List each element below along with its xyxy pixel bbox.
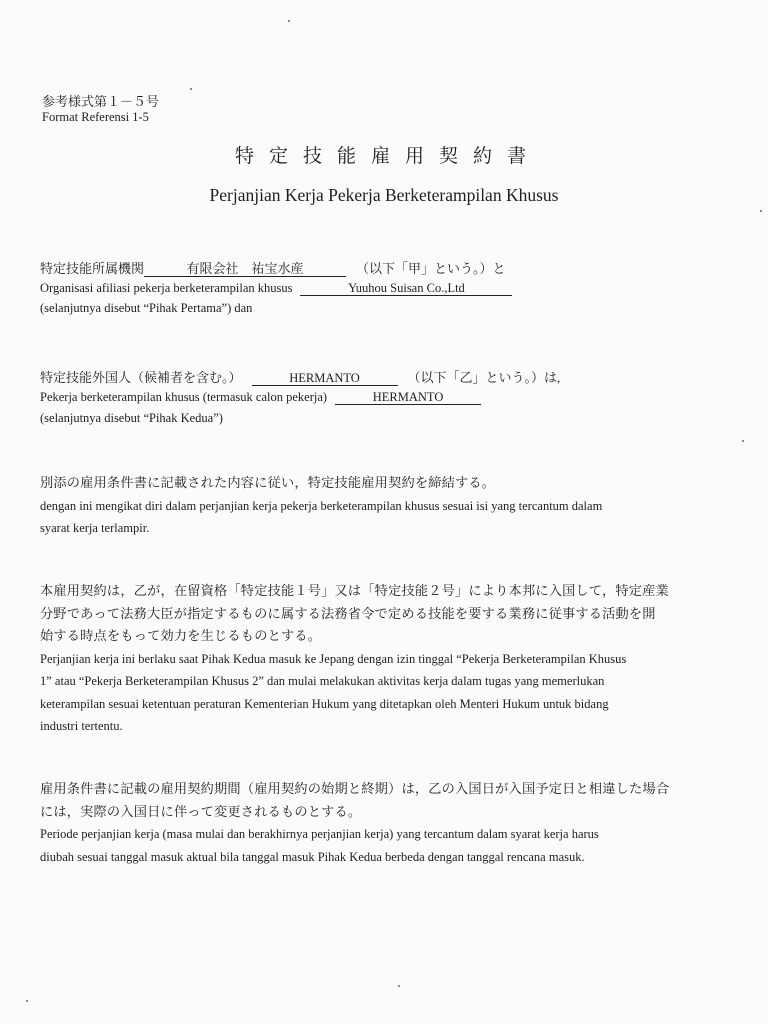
clause-2-jp-line: 始する時点をもって効力を生じるものとする。 bbox=[40, 628, 322, 643]
clause-1-id-line: syarat kerja terlampir. bbox=[40, 521, 150, 535]
format-reference-id: Format Referensi 1-5 bbox=[42, 110, 149, 124]
scan-speck bbox=[398, 985, 400, 987]
second-party-note-id: (selanjutnya disebut “Pihak Kedua”) bbox=[40, 411, 223, 425]
clause-1 bbox=[40, 472, 690, 540]
clause-2-id-line: Perjanjian kerja ini berlaku saat Pihak Kedua masuk ke Jepang dengan izin tinggal “Pekerja Berketerampilan Khusus bbox=[40, 651, 627, 666]
document-title-id: Perjanjian Kerja Pekerja Berketerampilan Khusus bbox=[209, 185, 559, 205]
first-party-label-id: Organisasi afiliasi pekerja berketerampilan khusus bbox=[40, 281, 293, 295]
clause-3-id-line: diubah sesuai tanggal masuk aktual bila tanggal masuk Pihak Kedua berbeda dengan tanggal rencana masuk. bbox=[40, 849, 585, 864]
scan-speck bbox=[760, 210, 762, 212]
second-party-suffix-jp: （以下「乙」という。）は, bbox=[407, 370, 561, 385]
clause-3-jp-line: 雇用条件書に記載の雇用契約期間（雇用契約の始期と終期）は，乙の入国日が入国予定日と相違した場合 bbox=[40, 781, 670, 796]
second-party-line-jp bbox=[40, 367, 560, 386]
first-party-suffix-jp: （以下「甲」という。）と bbox=[356, 261, 506, 276]
first-party-line-jp bbox=[40, 258, 506, 277]
first-party-name-id: Yuuhou Suisan Co.,Ltd bbox=[300, 281, 512, 296]
clause-3 bbox=[40, 778, 690, 868]
clause-2-jp-line: 本雇用契約は，乙が，在留資格「特定技能１号」又は「特定技能２号」により本邦に入国して，特定産業 bbox=[40, 583, 669, 598]
scan-speck bbox=[190, 88, 192, 90]
second-party-label-id: Pekerja berketerampilan khusus (termasuk calon pekerja) bbox=[40, 390, 328, 404]
clause-2-id-line: 1” atau “Pekerja Berketerampilan Khusus 2” dan mulai melakukan aktivitas kerja dalam tugas yang memerlukan bbox=[40, 674, 605, 688]
first-party-label-jp: 特定技能所属機関 bbox=[40, 261, 145, 276]
second-party-name-jp: HERMANTO bbox=[252, 371, 398, 386]
second-party-name-id: HERMANTO bbox=[335, 390, 481, 405]
clause-1-jp: 別添の雇用条件書に記載された内容に従い，特定技能雇用契約を締結する。 bbox=[40, 475, 496, 490]
second-party-label-jp: 特定技能外国人（候補者を含む。） bbox=[40, 370, 242, 385]
clause-2-id-line: keterampilan sesuai ketentuan peraturan Kementerian Hukum yang ditetapkan oleh Menteri Hukum untuk bidang bbox=[40, 696, 609, 711]
clause-2-id-line: industri tertentu. bbox=[40, 719, 123, 733]
second-party-line-id bbox=[40, 390, 481, 405]
first-party-note-id: (selanjutnya disebut “Pihak Pertama”) dan bbox=[40, 301, 253, 315]
clause-3-id-line: Periode perjanjian kerja (masa mulai dan berakhirnya perjanjian kerja) yang tercantum dalam syarat kerja harus bbox=[40, 827, 599, 841]
first-party-line-id bbox=[40, 281, 512, 296]
scan-speck bbox=[742, 440, 744, 442]
clause-1-id-line: dengan ini mengikat diri dalam perjanjian kerja pekerja berketerampilan khusus sesuai isi yang tercantum dalam bbox=[40, 498, 603, 513]
scan-speck bbox=[26, 1000, 28, 1002]
clause-3-jp-line: には，実際の入国日に伴って変更されるものとする。 bbox=[40, 803, 362, 819]
scan-speck bbox=[288, 20, 290, 22]
clause-2 bbox=[40, 580, 690, 738]
format-reference-jp: 参考様式第１－５号 bbox=[42, 94, 160, 109]
clause-2-jp-line: 分野であって法務大臣が指定するものに属する法務省令で定める技能を要する業務に従事する活動を開 bbox=[40, 605, 656, 621]
document-title-jp: 特定技能雇用契約書 bbox=[234, 146, 541, 167]
first-party-name-jp: 有限会社 祐宝水産 bbox=[144, 262, 346, 277]
